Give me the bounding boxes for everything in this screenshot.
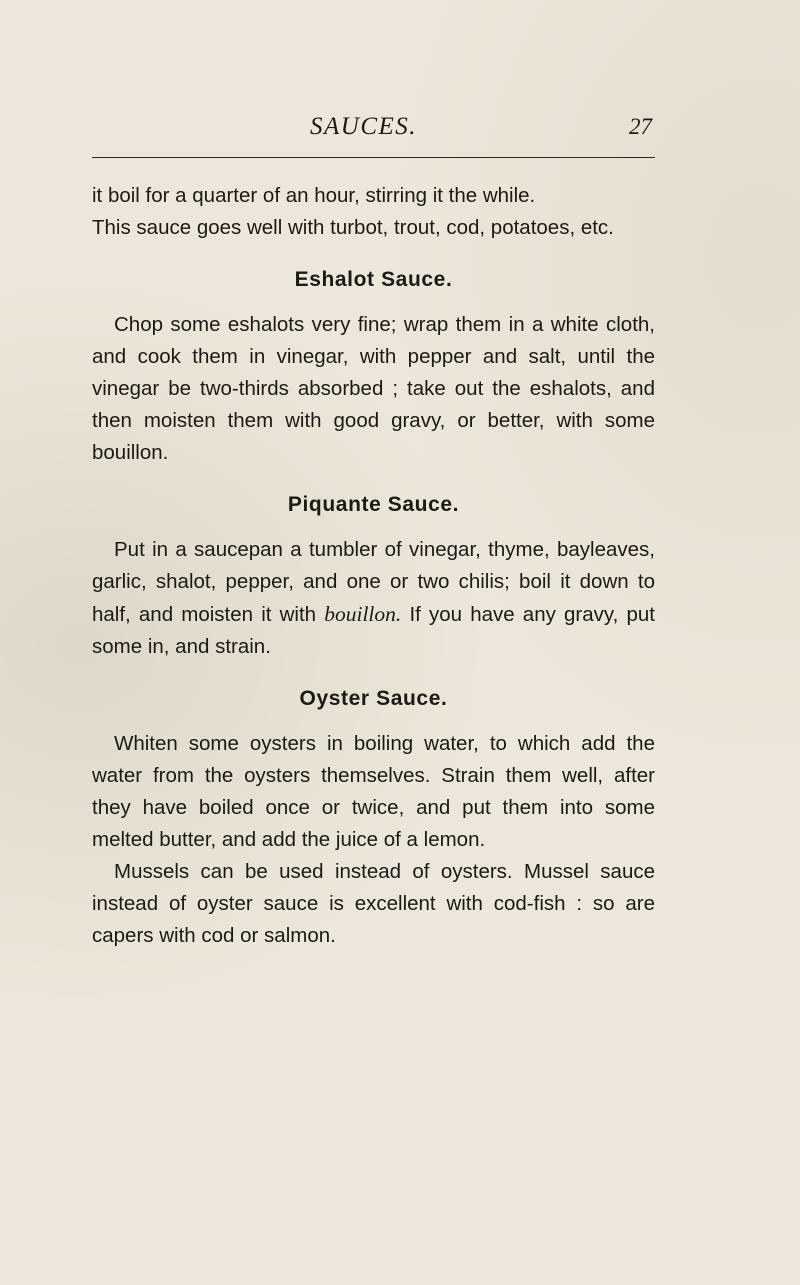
paragraph-piquante-sauce [92, 534, 655, 663]
heading-eshalot-sauce: Eshalot Sauce. [294, 268, 453, 291]
heading-piquante-sauce: Piquante Sauce. [287, 493, 460, 516]
paragraph-continued: it boil for a quarter of an hour, stirring it the while. [92, 184, 536, 207]
bouillon-italic: bouillon. [324, 602, 402, 626]
header-rule [92, 157, 655, 158]
piquante-text-b: If you have any gravy, put some in, and strain. [92, 603, 655, 658]
paragraph-eshalot-sauce: Chop some eshalots very fine; wrap them in a white cloth, and cook them in vinegar, with pepper and salt, until the vinegar be two-thirds absorbed ; take out the eshalots, and then moisten them with good gravy, or better, with some bouillon. [92, 313, 655, 464]
paragraph-turbot: This sauce goes well with turbot, trout, cod, potatoes, etc. [92, 216, 614, 239]
page-header [92, 112, 652, 146]
page-number: 27 [629, 114, 652, 139]
running-title: SAUCES. [310, 113, 418, 140]
heading-oyster-sauce: Oyster Sauce. [299, 687, 448, 710]
page-body [92, 180, 655, 952]
paragraph-oyster-sauce: Whiten some oysters in boiling water, to which add the water from the oysters themselves. Strain them well, after they have boiled once or twice, and put them into some melted butter, and add the juice of a lemon. [92, 732, 655, 851]
piquante-text-a: Put in a saucepan a tumbler of vinegar, thyme, bayleaves, garlic, shalot, pepper, and one or two chilis; boil it down to half, and moisten it with [92, 538, 655, 626]
paragraph-mussels: Mussels can be used instead of oysters. Mussel sauce instead of oyster sauce is excellent with cod-fish : so are capers with cod or salmon. [92, 860, 655, 947]
